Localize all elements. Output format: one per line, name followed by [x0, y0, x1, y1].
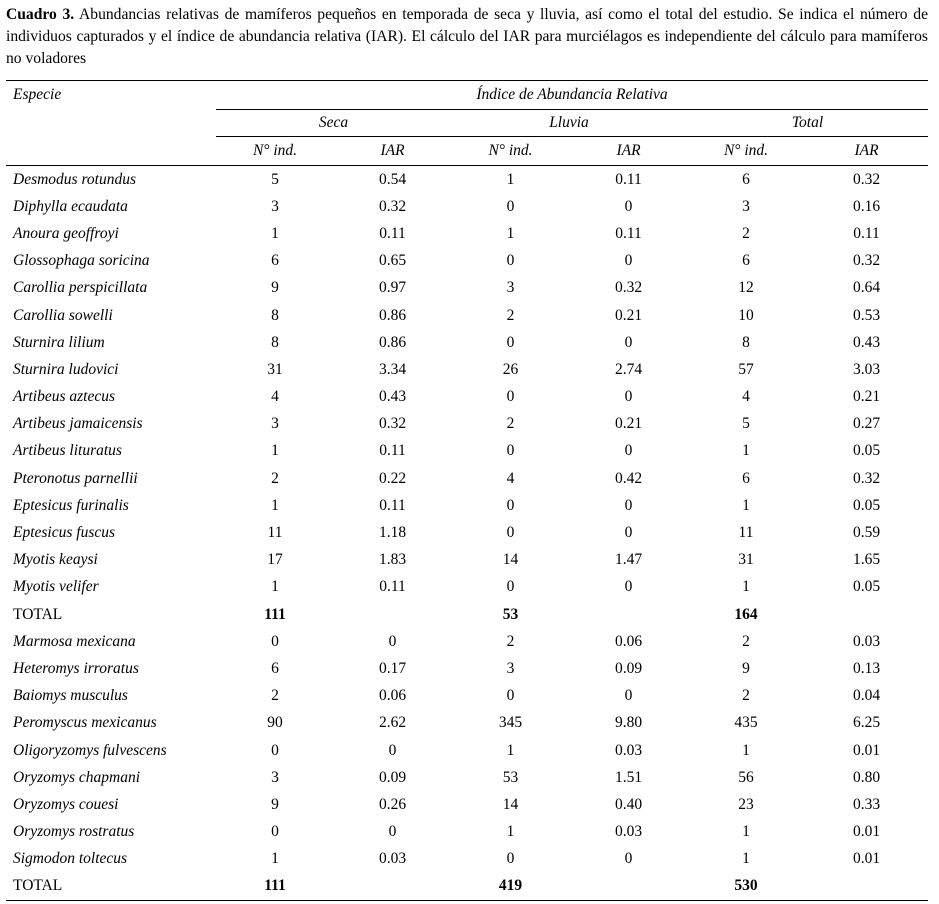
cell-seca-iar: 0.54 — [378, 170, 407, 188]
cell-seca-iar: 0.32 — [378, 415, 407, 433]
header-seca-iar: IAR — [380, 142, 405, 159]
cell-lluvia-iar: 0 — [624, 197, 633, 215]
cell-total-n: 1 — [742, 496, 750, 514]
table-row — [6, 710, 928, 737]
cell-total-n: 3 — [742, 197, 750, 215]
cell-lluvia-n: 1 — [506, 823, 515, 841]
header-lluvia-iar: IAR — [616, 142, 641, 159]
table-row — [6, 574, 928, 601]
cell-total-n: 2 — [742, 632, 750, 650]
table-row — [6, 547, 928, 574]
cell-seca-n: 0 — [271, 823, 279, 841]
cell-seca-n: 11 — [267, 524, 283, 542]
table-row — [6, 819, 928, 846]
cell-total-iar: 0.32 — [852, 469, 881, 487]
cell-total-iar: 0.04 — [852, 687, 881, 705]
cell-lluvia-iar: 0.40 — [614, 795, 643, 813]
table-caption — [6, 4, 928, 70]
cell-lluvia-n: 2 — [506, 632, 515, 650]
cell-lluvia-n: 0 — [506, 252, 515, 270]
caption-text: Abundancias relativas de mamíferos pequeños en temporada de seca y lluvia, así como el total del estudio. Se indica el número de individuos capturados y el índice de abundancia relativa (IAR). El cálculo del IAR para murciélagos es independiente del cálculo para mamíferos no voladores — [6, 6, 928, 67]
cell-total-iar: 0.05 — [852, 496, 881, 514]
cell-total-n: 12 — [738, 279, 754, 297]
table-row — [6, 519, 928, 546]
cell-lluvia-iar: 0.21 — [614, 415, 643, 433]
cell-seca-iar: 0 — [388, 823, 397, 841]
species-name: Artibeus lituratus — [13, 442, 122, 460]
cell-total-n: 6 — [742, 469, 750, 487]
cell-lluvia-iar: 0.09 — [614, 659, 643, 677]
cell-seca-n: 2 — [271, 687, 279, 705]
table-row — [6, 465, 928, 492]
cell-total-iar: 0.64 — [852, 279, 881, 297]
cell-seca-iar: 1.18 — [378, 524, 407, 542]
cell-lluvia-n: 14 — [502, 551, 519, 569]
cell-lluvia-iar: 0 — [624, 850, 633, 868]
total-lluvia-iar — [570, 873, 687, 901]
table-row — [6, 220, 928, 247]
species-name: Anoura geoffroyi — [13, 224, 119, 242]
caption-label: Cuadro 3. — [6, 6, 75, 23]
cell-lluvia-n: 2 — [506, 306, 515, 324]
cell-lluvia-iar: 0.03 — [614, 823, 643, 841]
table-row — [6, 329, 928, 356]
cell-seca-n: 3 — [271, 197, 279, 215]
cell-seca-n: 3 — [271, 415, 279, 433]
cell-seca-iar: 0.97 — [378, 279, 407, 297]
cell-lluvia-n: 345 — [498, 714, 523, 732]
cell-seca-n: 0 — [271, 741, 279, 759]
cell-seca-n: 3 — [271, 768, 279, 786]
cell-seca-iar: 0.32 — [378, 197, 407, 215]
species-name: Glossophaga soricina — [13, 252, 150, 270]
cell-lluvia-n: 1 — [506, 741, 515, 759]
cell-seca-iar: 0.86 — [378, 306, 407, 324]
cell-lluvia-iar: 1.47 — [614, 551, 643, 569]
cell-seca-iar: 0.11 — [379, 578, 406, 596]
header-season-total: Total — [687, 110, 928, 137]
cell-total-iar: 0.59 — [852, 524, 881, 542]
cell-seca-n: 8 — [271, 306, 279, 324]
cell-seca-iar: 2.62 — [378, 714, 407, 732]
cell-lluvia-iar: 0.32 — [614, 279, 643, 297]
cell-lluvia-n: 4 — [506, 469, 515, 487]
table-row — [6, 628, 928, 655]
header-season-lluvia: Lluvia — [451, 110, 687, 137]
total-total-iar — [805, 601, 928, 628]
species-name: Oligoryzomys fulvescens — [13, 741, 167, 759]
cell-lluvia-iar: 0.42 — [614, 469, 643, 487]
header-lluvia-n: N° ind. — [488, 142, 533, 159]
cell-total-n: 31 — [738, 551, 754, 569]
header-group: Índice de Abundancia Relativa — [216, 81, 928, 110]
cell-lluvia-n: 0 — [506, 850, 515, 868]
cell-total-iar: 0.16 — [852, 197, 881, 215]
cell-lluvia-n: 0 — [506, 687, 515, 705]
total-lluvia-n: 53 — [502, 605, 519, 623]
cell-lluvia-iar: 0 — [624, 578, 633, 596]
cell-total-iar: 0.53 — [852, 306, 881, 324]
cell-total-n: 9 — [742, 659, 750, 677]
header-row-group — [6, 81, 928, 110]
cell-lluvia-iar: 0.21 — [614, 306, 643, 324]
species-name: Baiomys musculus — [13, 687, 128, 705]
cell-total-n: 2 — [742, 687, 750, 705]
total-seca-n: 111 — [264, 605, 286, 623]
cell-lluvia-iar: 1.51 — [614, 768, 643, 786]
cell-total-iar: 1.65 — [852, 551, 881, 569]
species-name: Carollia perspicillata — [13, 279, 148, 297]
cell-total-n: 1 — [742, 823, 750, 841]
cell-seca-n: 1 — [271, 442, 279, 460]
species-name: Carollia sowelli — [13, 306, 113, 324]
cell-seca-n: 0 — [271, 632, 279, 650]
cell-seca-n: 5 — [271, 170, 279, 188]
cell-total-n: 435 — [734, 714, 758, 732]
species-name: Pteronotus parnellii — [13, 469, 138, 487]
table-body — [6, 166, 928, 901]
table-row — [6, 356, 928, 383]
cell-total-n: 57 — [738, 360, 754, 378]
species-name: Marmosa mexicana — [13, 632, 136, 650]
cell-total-iar: 0.01 — [852, 850, 881, 868]
table-row — [6, 166, 928, 194]
cell-total-n: 1 — [742, 578, 750, 596]
cell-seca-iar: 0.11 — [379, 442, 406, 460]
header-row-columns — [6, 137, 928, 166]
cell-seca-iar: 0.17 — [378, 659, 407, 677]
total-seca-n: 111 — [264, 877, 286, 895]
cell-total-n: 8 — [742, 333, 750, 351]
species-name: Heteromys irroratus — [13, 659, 139, 677]
cell-lluvia-iar: 0 — [624, 333, 633, 351]
cell-total-iar: 0.11 — [853, 224, 880, 242]
cell-seca-iar: 1.83 — [378, 551, 407, 569]
species-name: Artibeus jamaicensis — [13, 415, 143, 433]
cell-total-iar: 3.03 — [852, 360, 881, 378]
species-name: Sturnira ludovici — [13, 360, 119, 378]
cell-seca-n: 4 — [271, 388, 279, 406]
cell-seca-n: 8 — [271, 333, 279, 351]
cell-seca-n: 6 — [271, 659, 279, 677]
total-row — [6, 601, 928, 628]
total-label: TOTAL — [13, 605, 63, 623]
cell-lluvia-iar: 0.06 — [614, 632, 643, 650]
table-row — [6, 791, 928, 818]
total-seca-iar — [334, 873, 451, 901]
species-name: Sturnira lilium — [13, 333, 105, 351]
header-season-seca: Seca — [216, 110, 451, 137]
cell-total-n: 4 — [742, 388, 750, 406]
cell-total-n: 6 — [742, 170, 750, 188]
total-total-n: 530 — [734, 877, 758, 895]
cell-seca-iar: 0.11 — [379, 496, 406, 514]
cell-total-iar: 0.05 — [852, 442, 881, 460]
cell-total-iar: 0.33 — [852, 795, 881, 813]
cell-lluvia-iar: 0 — [624, 388, 633, 406]
header-row-seasons — [6, 110, 928, 137]
cell-total-n: 1 — [742, 442, 750, 460]
cell-total-iar: 0.13 — [852, 659, 881, 677]
cell-lluvia-n: 0 — [506, 197, 515, 215]
cell-lluvia-iar: 9.80 — [614, 714, 643, 732]
cell-lluvia-iar: 0 — [624, 496, 633, 514]
header-seca-n: N° ind. — [252, 142, 298, 159]
cell-total-iar: 0.05 — [852, 578, 881, 596]
header-total-n: N° ind. — [723, 142, 769, 159]
total-lluvia-iar — [570, 601, 687, 628]
species-name: Eptesicus furinalis — [13, 496, 129, 514]
header-species: Especie — [13, 86, 62, 104]
cell-seca-n: 9 — [271, 279, 279, 297]
cell-total-iar: 0.32 — [852, 170, 881, 188]
cell-total-iar: 6.25 — [852, 714, 881, 732]
table-row — [6, 846, 928, 873]
table-row — [6, 438, 928, 465]
cell-lluvia-n: 1 — [506, 224, 515, 242]
cell-seca-iar: 0.43 — [378, 388, 407, 406]
cell-seca-n: 6 — [271, 252, 279, 270]
table-row — [6, 411, 928, 438]
cell-seca-n: 90 — [267, 714, 283, 732]
species-name: Oryzomys chapmani — [13, 768, 140, 786]
species-name: Diphylla ecaudata — [13, 197, 128, 215]
cell-seca-iar: 0 — [388, 632, 397, 650]
cell-seca-n: 9 — [271, 795, 279, 813]
cell-lluvia-n: 2 — [506, 415, 515, 433]
species-name: Peromyscus mexicanus — [13, 714, 157, 732]
total-row — [6, 873, 928, 901]
cell-total-n: 2 — [742, 224, 750, 242]
table-row — [6, 302, 928, 329]
table-row — [6, 384, 928, 411]
cell-lluvia-iar: 0 — [624, 687, 633, 705]
cell-total-iar: 0.01 — [852, 823, 881, 841]
cell-lluvia-iar: 0.11 — [615, 224, 642, 242]
total-lluvia-n: 419 — [498, 877, 523, 895]
cell-total-n: 23 — [738, 795, 754, 813]
species-name: Myotis velifer — [13, 578, 99, 596]
species-name: Artibeus aztecus — [13, 388, 116, 406]
total-total-n: 164 — [734, 605, 758, 623]
cell-lluvia-iar: 2.74 — [614, 360, 643, 378]
table-row — [6, 655, 928, 682]
cell-seca-iar: 3.34 — [378, 360, 407, 378]
cell-seca-iar: 0.11 — [379, 224, 406, 242]
cell-lluvia-iar: 0.03 — [614, 741, 643, 759]
total-seca-iar — [334, 601, 451, 628]
abundance-table — [6, 80, 928, 901]
species-name: Oryzomys couesi — [13, 795, 119, 813]
cell-seca-iar: 0.26 — [378, 795, 407, 813]
cell-lluvia-n: 3 — [506, 279, 515, 297]
cell-total-iar: 0.03 — [852, 632, 881, 650]
cell-lluvia-iar: 0 — [624, 524, 633, 542]
cell-total-n: 10 — [738, 306, 754, 324]
cell-seca-n: 1 — [271, 224, 279, 242]
table-row — [6, 737, 928, 764]
cell-seca-iar: 0.86 — [378, 333, 407, 351]
cell-seca-iar: 0.65 — [378, 252, 407, 270]
cell-total-iar: 0.80 — [852, 768, 881, 786]
cell-seca-iar: 0 — [388, 741, 397, 759]
header-total-iar: IAR — [854, 142, 879, 159]
cell-lluvia-n: 0 — [506, 578, 515, 596]
cell-total-n: 11 — [738, 524, 754, 542]
cell-total-n: 6 — [742, 252, 750, 270]
table-row — [6, 275, 928, 302]
cell-lluvia-n: 26 — [502, 360, 519, 378]
cell-seca-iar: 0.22 — [378, 469, 407, 487]
cell-total-n: 56 — [738, 768, 754, 786]
cell-total-iar: 0.32 — [852, 252, 881, 270]
cell-lluvia-iar: 0.11 — [615, 170, 642, 188]
cell-total-iar: 0.43 — [852, 333, 881, 351]
cell-total-n: 5 — [742, 415, 750, 433]
cell-total-iar: 0.27 — [852, 415, 881, 433]
cell-lluvia-n: 1 — [506, 170, 515, 188]
cell-total-iar: 0.01 — [852, 741, 881, 759]
table-row — [6, 683, 928, 710]
species-name: Myotis keaysi — [13, 551, 98, 569]
cell-seca-n: 2 — [271, 469, 279, 487]
species-name: Desmodus rotundus — [13, 170, 137, 188]
cell-lluvia-n: 0 — [506, 524, 515, 542]
table-row — [6, 193, 928, 220]
cell-total-iar: 0.21 — [852, 388, 881, 406]
species-name: Sigmodon toltecus — [13, 850, 128, 868]
cell-lluvia-n: 14 — [502, 795, 519, 813]
cell-total-n: 1 — [742, 741, 750, 759]
cell-seca-n: 31 — [267, 360, 283, 378]
table-row — [6, 248, 928, 275]
cell-lluvia-iar: 0 — [624, 252, 633, 270]
species-name: Eptesicus fuscus — [13, 524, 116, 542]
table-row — [6, 492, 928, 519]
total-label: TOTAL — [13, 877, 63, 895]
cell-seca-n: 1 — [271, 496, 279, 514]
cell-seca-iar: 0.09 — [378, 768, 407, 786]
cell-seca-n: 1 — [271, 578, 279, 596]
total-total-iar — [805, 873, 928, 901]
cell-lluvia-n: 53 — [502, 768, 519, 786]
table-row — [6, 764, 928, 791]
cell-seca-iar: 0.06 — [378, 687, 407, 705]
cell-lluvia-n: 0 — [506, 333, 515, 351]
cell-lluvia-n: 0 — [506, 442, 515, 460]
cell-lluvia-iar: 0 — [624, 442, 633, 460]
cell-lluvia-n: 0 — [506, 388, 515, 406]
cell-lluvia-n: 0 — [506, 496, 515, 514]
cell-seca-n: 17 — [267, 551, 283, 569]
cell-total-n: 1 — [742, 850, 750, 868]
species-name: Oryzomys rostratus — [13, 823, 135, 841]
cell-seca-n: 1 — [271, 850, 279, 868]
cell-seca-iar: 0.03 — [378, 850, 407, 868]
cell-lluvia-n: 3 — [506, 659, 515, 677]
